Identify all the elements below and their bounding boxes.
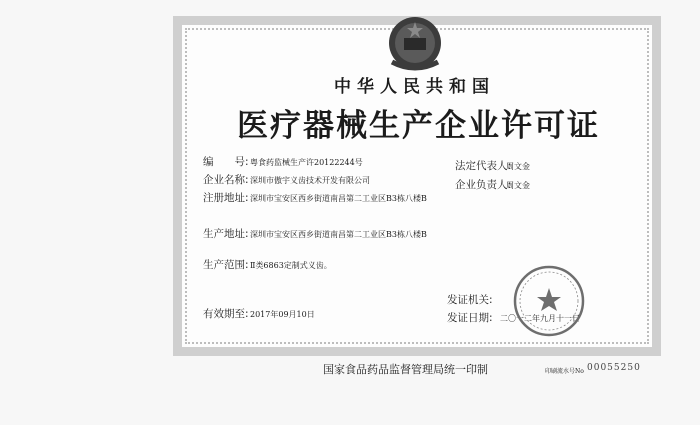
production-address-label: 生产地址: — [203, 228, 249, 240]
legal-representative-label: 法定代表人: — [455, 160, 512, 172]
scope-label: 生产范围: — [203, 259, 249, 271]
production-scope: Ⅱ类6863定制式义齿。 — [250, 261, 332, 270]
validity-date: 2017年09月10日 — [250, 310, 315, 319]
country-name: 中华人民共和国 — [334, 77, 495, 97]
printer-note: 国家食品药品监督管理局统一印制 — [323, 363, 488, 376]
certificate-title: 医疗器械生产企业许可证 — [237, 108, 600, 144]
official-seal-icon — [512, 264, 586, 338]
print-number-label: 印刷流水号No — [545, 368, 584, 375]
validity-label: 有效期至: — [203, 308, 249, 320]
person-in-charge: 周文金 — [506, 181, 530, 190]
license-number: 粤食药监械生产许20122244号 — [250, 158, 363, 167]
national-emblem-icon — [382, 12, 448, 78]
legal-representative: 周文金 — [506, 162, 530, 171]
issuer-label: 发证机关: — [447, 294, 493, 306]
production-address: 深圳市宝安区西乡街道南昌第二工业区B3栋八楼B — [250, 230, 427, 239]
registered-address-label: 注册地址: — [203, 192, 249, 204]
issue-date-label: 发证日期: — [447, 312, 493, 324]
print-number: 00055250 — [587, 363, 641, 373]
number-label: 编 号: — [203, 156, 249, 168]
issue-date: 二〇一二年九月十一日 — [500, 314, 580, 323]
company-name: 深圳市傲宇义齿技术开发有限公司 — [250, 176, 370, 185]
company-label: 企业名称: — [203, 174, 249, 186]
person-in-charge-label: 企业负责人: — [455, 179, 512, 191]
registered-address: 深圳市宝安区西乡街道南昌第二工业区B3栋八楼B — [250, 194, 427, 203]
